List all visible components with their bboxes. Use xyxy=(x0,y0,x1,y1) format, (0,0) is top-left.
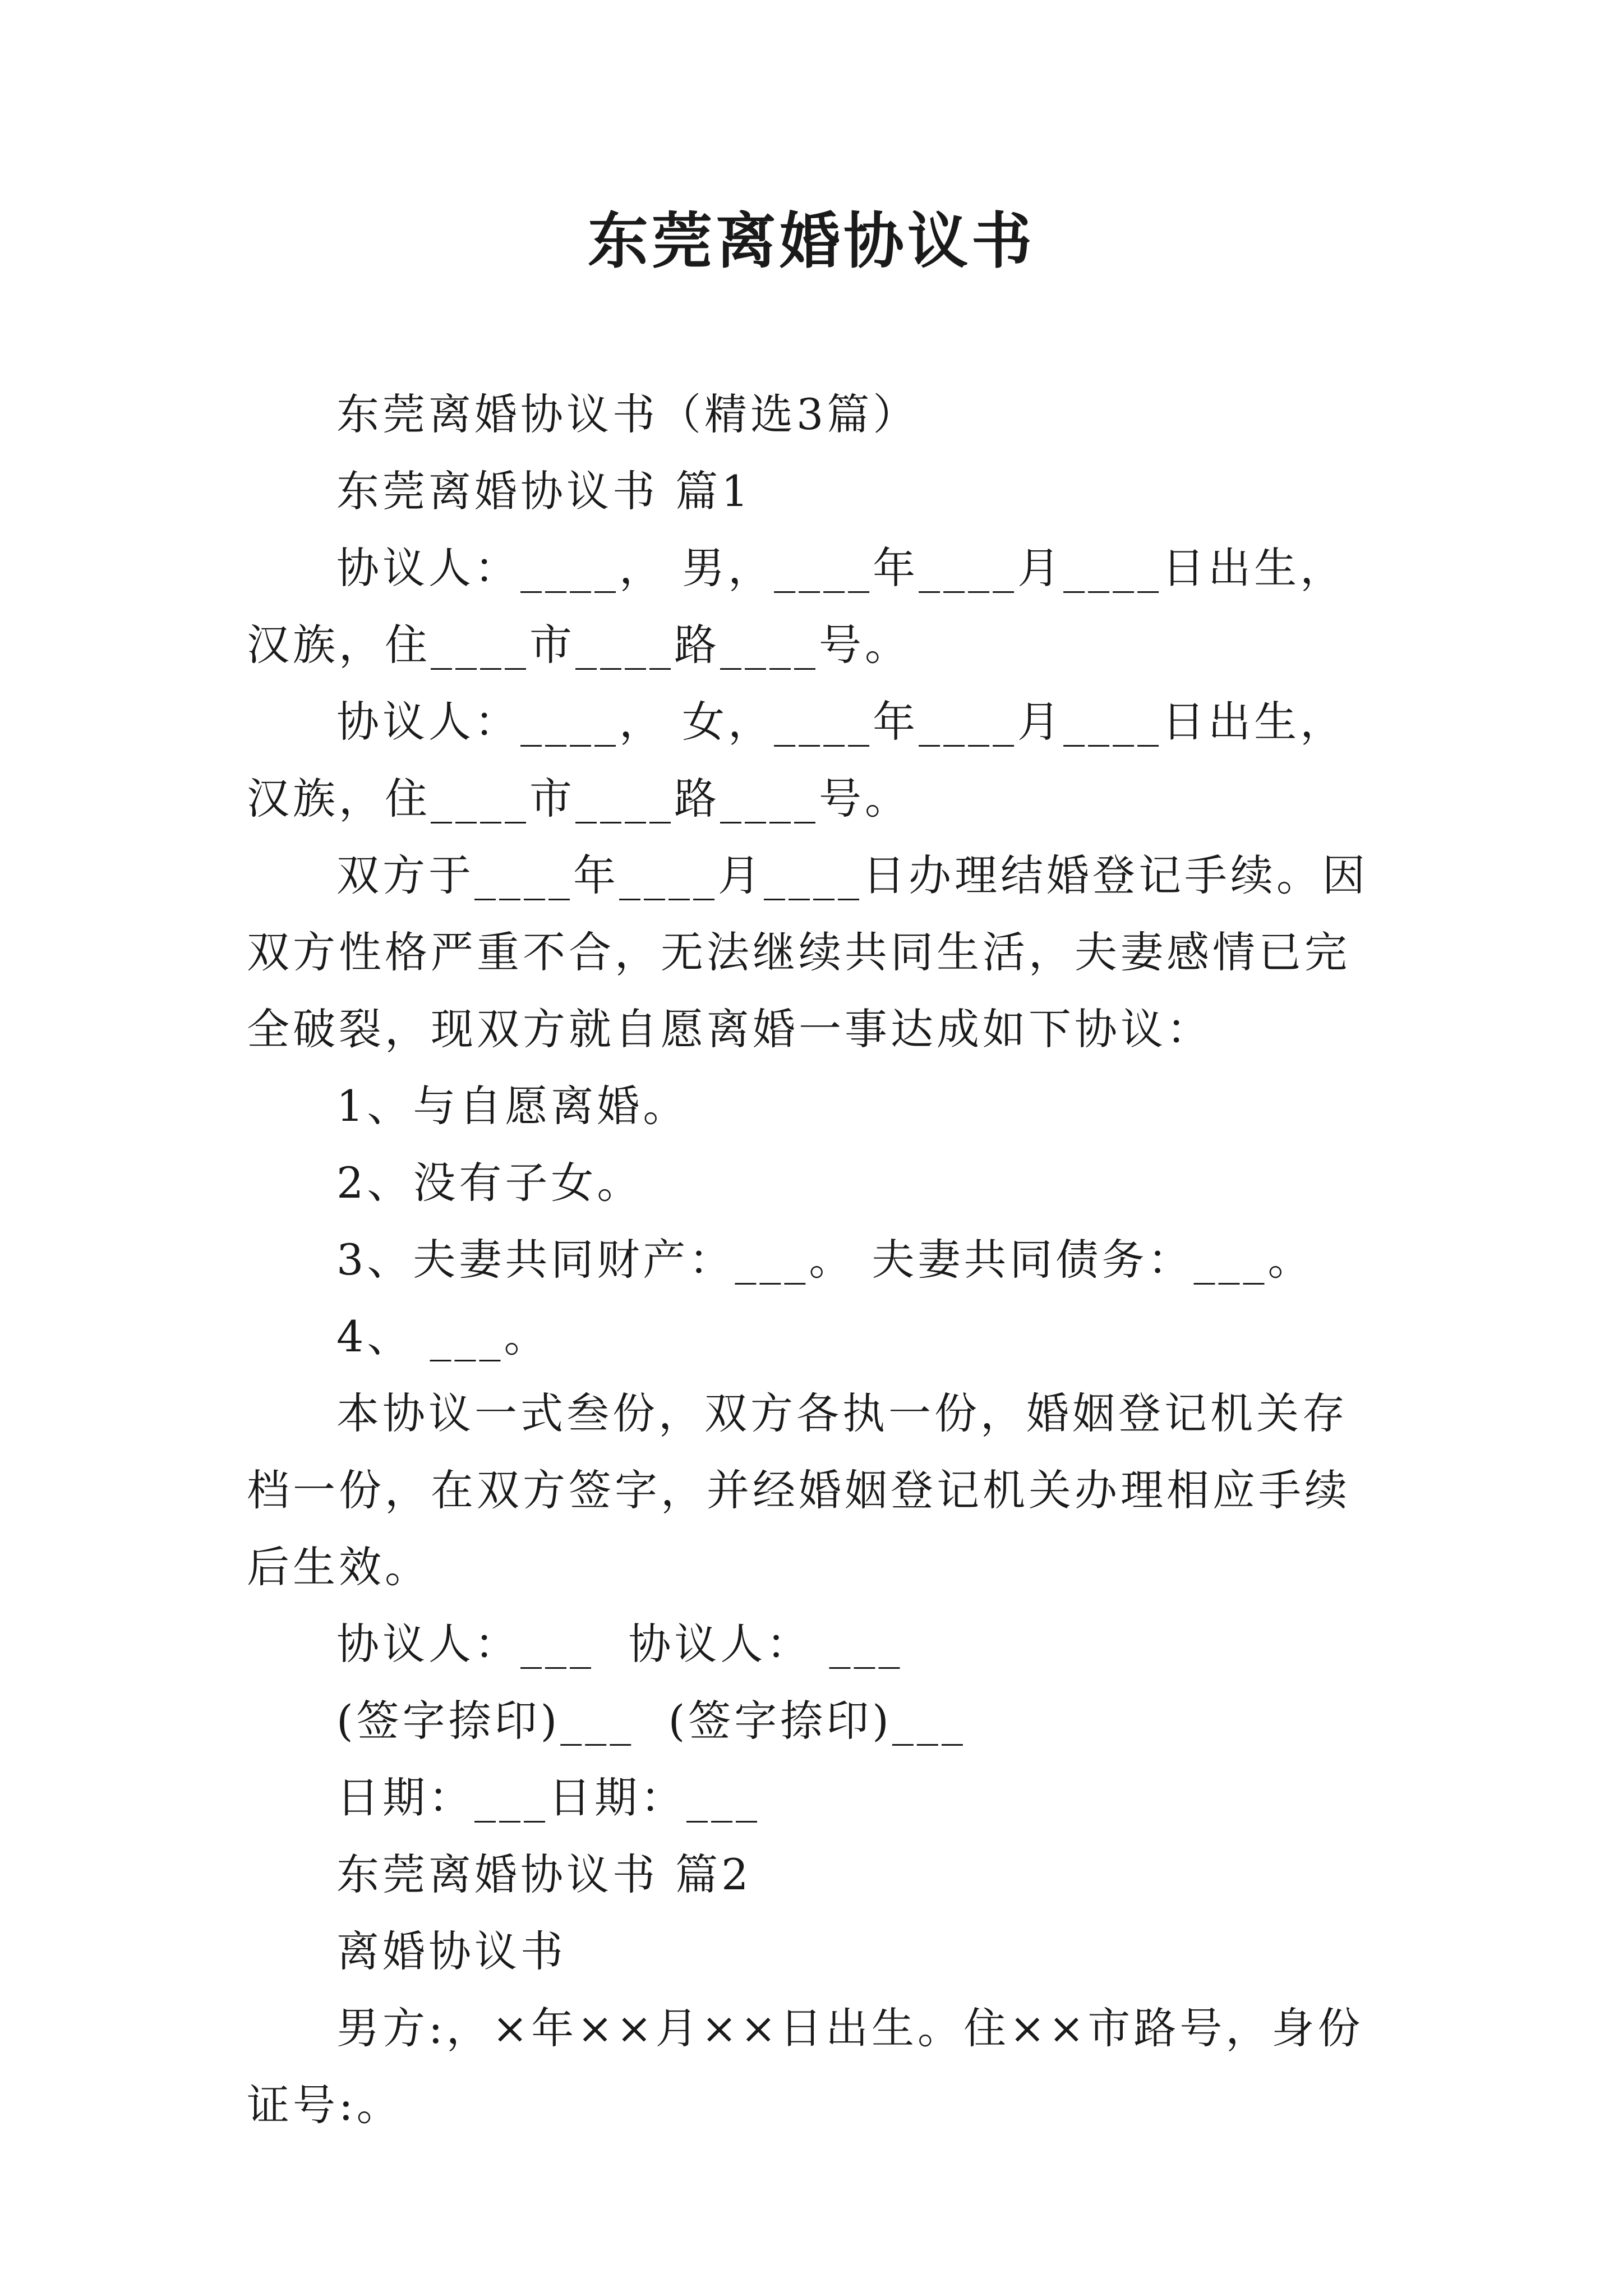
clause-4: 4、 ___。 xyxy=(336,1312,550,1361)
signature-line: 协议人：___ 协议人： ___ xyxy=(336,1619,903,1669)
agreement-heading: 离婚协议书 xyxy=(336,1926,566,1976)
clause-2: 2、没有子女。 xyxy=(336,1158,643,1208)
male-party-paragraph: 男方:，×年××月××日出生。住××市路号，身份证号:。 xyxy=(247,2003,1364,2130)
party-female-paragraph: 协议人：____， 女，____年____月____日出生，汉族，住____市____路____号。 xyxy=(247,697,1347,823)
party-male-paragraph: 协议人：____， 男，____年____月____日出生，汉族，住____市____路____号。 xyxy=(247,543,1347,670)
section-heading-1: 东莞离婚协议书 篇1 xyxy=(336,466,752,516)
document-body xyxy=(247,376,1391,2143)
marriage-registration-paragraph: 双方于____年____月____日办理结婚登记手续。因双方性格严重不合，无法继续共同生活，夫妻感情已完全破裂，现双方就自愿离婚一事达成如下协议： xyxy=(247,850,1368,1054)
date-line: 日期：___日期：___ xyxy=(336,1773,760,1823)
copies-paragraph: 本协议一式叁份，双方各执一份，婚姻登记机关存档一份，在双方签字，并经婚姻登记机关办理相应手续后生效。 xyxy=(247,1388,1350,1592)
section-heading-2: 东莞离婚协议书 篇2 xyxy=(336,1849,752,1899)
subtitle-paragraph: 东莞离婚协议书（精选3篇） xyxy=(336,389,919,439)
document-title: 东莞离婚协议书 xyxy=(587,206,1035,277)
clause-3: 3、夫妻共同财产：___。 夫妻共同债务：___。 xyxy=(336,1235,1314,1285)
fingerprint-line: (签字捺印)___ (签字捺印)___ xyxy=(336,1696,966,1746)
clause-1: 1、与自愿离婚。 xyxy=(336,1081,689,1131)
